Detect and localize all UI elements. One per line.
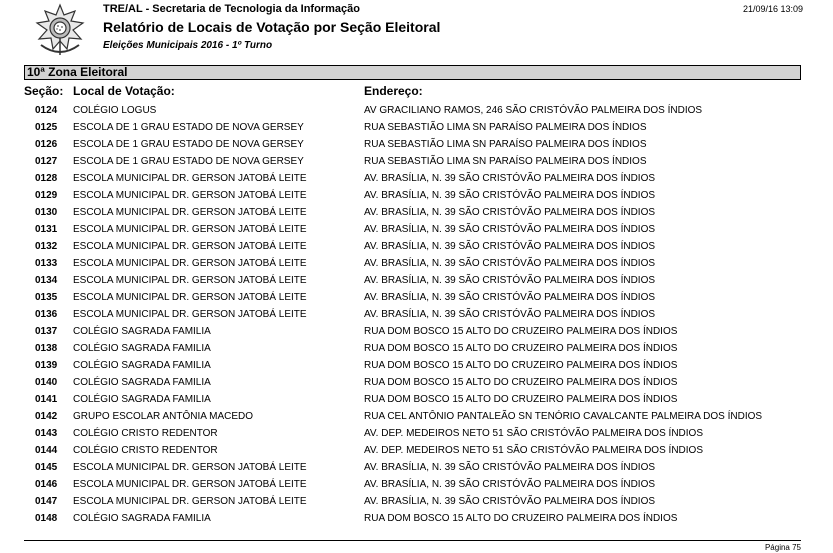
address: AV. BRASÍLIA, N. 39 SÃO CRISTÓVÃO PALMEIRA DOS ÍNDIOS xyxy=(364,173,656,184)
table-row xyxy=(0,493,833,510)
section-number: 0138 xyxy=(35,343,58,354)
polling-place: ESCOLA MUNICIPAL DR. GERSON JATOBÁ LEITE xyxy=(73,258,307,269)
address: AV GRACILIANO RAMOS, 246 SÃO CRISTÓVÃO PALMEIRA DOS ÍNDIOS xyxy=(364,105,703,116)
table-row xyxy=(0,221,833,238)
section-number: 0144 xyxy=(35,445,58,456)
address: AV. BRASÍLIA, N. 39 SÃO CRISTÓVÃO PALMEIRA DOS ÍNDIOS xyxy=(364,258,656,269)
polling-place: ESCOLA DE 1 GRAU ESTADO DE NOVA GERSEY xyxy=(73,122,304,133)
page-number: Página 75 xyxy=(764,543,801,552)
polling-place: ESCOLA MUNICIPAL DR. GERSON JATOBÁ LEITE xyxy=(73,462,307,473)
polling-place: COLÉGIO CRISTO REDENTOR xyxy=(73,428,218,439)
section-number: 0135 xyxy=(35,292,58,303)
polling-place: COLÉGIO CRISTO REDENTOR xyxy=(73,445,218,456)
footer-divider xyxy=(24,540,801,541)
address: AV. BRASÍLIA, N. 39 SÃO CRISTÓVÃO PALMEIRA DOS ÍNDIOS xyxy=(364,462,656,473)
polling-place: ESCOLA MUNICIPAL DR. GERSON JATOBÁ LEITE xyxy=(73,496,307,507)
table-row xyxy=(0,442,833,459)
polling-place: COLÉGIO SAGRADA FAMILIA xyxy=(73,513,211,524)
address: RUA DOM BOSCO 15 ALTO DO CRUZEIRO PALMEIRA DOS ÍNDIOS xyxy=(364,394,678,405)
sections-table xyxy=(0,102,833,527)
address: AV. BRASÍLIA, N. 39 SÃO CRISTÓVÃO PALMEIRA DOS ÍNDIOS xyxy=(364,292,656,303)
address: RUA CEL ANTÔNIO PANTALEÃO SN TENÓRIO CAVALCANTE PALMEIRA DOS ÍNDIOS xyxy=(364,411,763,422)
table-row xyxy=(0,170,833,187)
section-number: 0126 xyxy=(35,139,58,150)
section-number: 0133 xyxy=(35,258,58,269)
address: AV. BRASÍLIA, N. 39 SÃO CRISTÓVÃO PALMEIRA DOS ÍNDIOS xyxy=(364,309,656,320)
table-row xyxy=(0,340,833,357)
polling-place: COLÉGIO SAGRADA FAMILIA xyxy=(73,394,211,405)
address: RUA DOM BOSCO 15 ALTO DO CRUZEIRO PALMEIRA DOS ÍNDIOS xyxy=(364,343,678,354)
address: RUA DOM BOSCO 15 ALTO DO CRUZEIRO PALMEIRA DOS ÍNDIOS xyxy=(364,513,678,524)
section-number: 0139 xyxy=(35,360,58,371)
column-header-secao: Seção: xyxy=(24,84,64,98)
section-number: 0124 xyxy=(35,105,58,116)
polling-place: ESCOLA MUNICIPAL DR. GERSON JATOBÁ LEITE xyxy=(73,275,307,286)
table-row xyxy=(0,153,833,170)
section-number: 0143 xyxy=(35,428,58,439)
column-header-endereco: Endereço: xyxy=(364,84,423,98)
polling-place: COLÉGIO SAGRADA FAMILIA xyxy=(73,326,211,337)
address: RUA DOM BOSCO 15 ALTO DO CRUZEIRO PALMEIRA DOS ÍNDIOS xyxy=(364,326,678,337)
table-row xyxy=(0,391,833,408)
polling-place: ESCOLA MUNICIPAL DR. GERSON JATOBÁ LEITE xyxy=(73,207,307,218)
zone-heading: 10ª Zona Eleitoral xyxy=(24,65,801,80)
report-title: Relatório de Locais de Votação por Seção Eleitoral xyxy=(103,19,441,35)
table-row xyxy=(0,357,833,374)
section-number: 0132 xyxy=(35,241,58,252)
polling-place: ESCOLA MUNICIPAL DR. GERSON JATOBÁ LEITE xyxy=(73,309,307,320)
section-number: 0142 xyxy=(35,411,58,422)
report-subtitle: Eleições Municipais 2016 - 1º Turno xyxy=(103,40,273,51)
table-row xyxy=(0,136,833,153)
polling-place: ESCOLA MUNICIPAL DR. GERSON JATOBÁ LEITE xyxy=(73,190,307,201)
polling-place: ESCOLA MUNICIPAL DR. GERSON JATOBÁ LEITE xyxy=(73,292,307,303)
table-row xyxy=(0,408,833,425)
address: AV. BRASÍLIA, N. 39 SÃO CRISTÓVÃO PALMEIRA DOS ÍNDIOS xyxy=(364,275,656,286)
table-row xyxy=(0,238,833,255)
table-row xyxy=(0,255,833,272)
address: RUA SEBASTIÃO LIMA SN PARAÍSO PALMEIRA DOS ÍNDIOS xyxy=(364,122,647,133)
table-row xyxy=(0,374,833,391)
table-row xyxy=(0,306,833,323)
address: AV. BRASÍLIA, N. 39 SÃO CRISTÓVÃO PALMEIRA DOS ÍNDIOS xyxy=(364,190,656,201)
section-number: 0131 xyxy=(35,224,58,235)
table-row xyxy=(0,272,833,289)
address: AV. DEP. MEDEIROS NETO 51 SÃO CRISTÓVÃO PALMEIRA DOS ÍNDIOS xyxy=(364,445,703,456)
polling-place: ESCOLA MUNICIPAL DR. GERSON JATOBÁ LEITE xyxy=(73,241,307,252)
polling-place: COLÉGIO SAGRADA FAMILIA xyxy=(73,343,211,354)
polling-place: ESCOLA MUNICIPAL DR. GERSON JATOBÁ LEITE xyxy=(73,224,307,235)
address: RUA DOM BOSCO 15 ALTO DO CRUZEIRO PALMEIRA DOS ÍNDIOS xyxy=(364,360,678,371)
section-number: 0136 xyxy=(35,309,58,320)
address: AV. BRASÍLIA, N. 39 SÃO CRISTÓVÃO PALMEIRA DOS ÍNDIOS xyxy=(364,241,656,252)
polling-place: COLÉGIO LOGUS xyxy=(73,105,157,116)
section-number: 0134 xyxy=(35,275,58,286)
coat-of-arms-icon xyxy=(31,3,89,57)
address: AV. BRASÍLIA, N. 39 SÃO CRISTÓVÃO PALMEIRA DOS ÍNDIOS xyxy=(364,496,656,507)
section-number: 0129 xyxy=(35,190,58,201)
polling-place: ESCOLA DE 1 GRAU ESTADO DE NOVA GERSEY xyxy=(73,139,304,150)
address: RUA SEBASTIÃO LIMA SN PARAÍSO PALMEIRA DOS ÍNDIOS xyxy=(364,156,647,167)
section-number: 0148 xyxy=(35,513,58,524)
address: RUA DOM BOSCO 15 ALTO DO CRUZEIRO PALMEIRA DOS ÍNDIOS xyxy=(364,377,678,388)
table-row xyxy=(0,187,833,204)
address: AV. BRASÍLIA, N. 39 SÃO CRISTÓVÃO PALMEIRA DOS ÍNDIOS xyxy=(364,479,656,490)
table-row xyxy=(0,510,833,527)
polling-place: ESCOLA MUNICIPAL DR. GERSON JATOBÁ LEITE xyxy=(73,479,307,490)
table-row xyxy=(0,102,833,119)
address: AV. DEP. MEDEIROS NETO 51 SÃO CRISTÓVÃO PALMEIRA DOS ÍNDIOS xyxy=(364,428,703,439)
table-row xyxy=(0,323,833,340)
timestamp: 21/09/16 13:09 xyxy=(742,4,803,14)
section-number: 0141 xyxy=(35,394,58,405)
column-header-local: Local de Votação: xyxy=(73,84,175,98)
section-number: 0137 xyxy=(35,326,58,337)
table-row xyxy=(0,289,833,306)
polling-place: COLÉGIO SAGRADA FAMILIA xyxy=(73,377,211,388)
section-number: 0147 xyxy=(35,496,58,507)
address: AV. BRASÍLIA, N. 39 SÃO CRISTÓVÃO PALMEIRA DOS ÍNDIOS xyxy=(364,207,656,218)
polling-place: ESCOLA DE 1 GRAU ESTADO DE NOVA GERSEY xyxy=(73,156,304,167)
address: RUA SEBASTIÃO LIMA SN PARAÍSO PALMEIRA DOS ÍNDIOS xyxy=(364,139,647,150)
section-number: 0130 xyxy=(35,207,58,218)
table-row xyxy=(0,425,833,442)
polling-place: GRUPO ESCOLAR ANTÔNIA MACEDO xyxy=(73,411,254,422)
polling-place: ESCOLA MUNICIPAL DR. GERSON JATOBÁ LEITE xyxy=(73,173,307,184)
polling-place: COLÉGIO SAGRADA FAMILIA xyxy=(73,360,211,371)
address: AV. BRASÍLIA, N. 39 SÃO CRISTÓVÃO PALMEIRA DOS ÍNDIOS xyxy=(364,224,656,235)
section-number: 0140 xyxy=(35,377,58,388)
section-number: 0127 xyxy=(35,156,58,167)
table-row xyxy=(0,119,833,136)
table-row xyxy=(0,204,833,221)
table-row xyxy=(0,459,833,476)
table-row xyxy=(0,476,833,493)
organization-name: TRE/AL - Secretaria de Tecnologia da Informação xyxy=(103,3,360,15)
section-number: 0128 xyxy=(35,173,58,184)
section-number: 0145 xyxy=(35,462,58,473)
section-number: 0125 xyxy=(35,122,58,133)
section-number: 0146 xyxy=(35,479,58,490)
